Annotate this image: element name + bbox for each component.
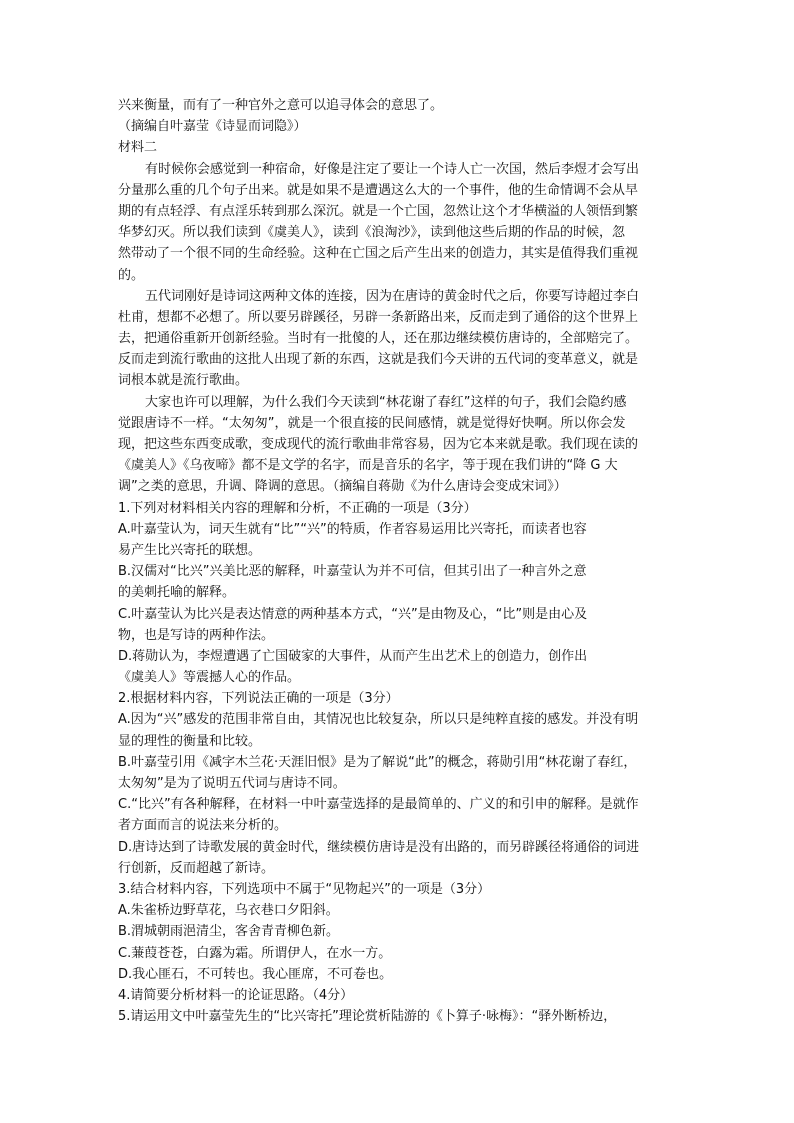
text-line: 调”之类的意思，升调、降调的意思。（摘编自蒋勋《为什么唐诗会变成宋词》）	[118, 479, 567, 495]
text-line: B.渭城朝雨浥清尘，客舍青青柳色新。	[118, 924, 340, 940]
text-line: 2.根据材料内容，下列说法正确的一项是（3分）	[118, 691, 399, 707]
text-line: C.“比兴”有各种解释，在材料一中叶嘉莹选择的是最简单的、广义的和引申的解释。是就作	[118, 797, 639, 813]
text-line: B.叶嘉莹引用《减字木兰花·天涯旧恨》是为了解说“此”的概念，蒋勋引用“林花谢了春红，	[118, 754, 637, 770]
text-line: 《虞美人》《乌夜啼》都不是文学的名字，而是音乐的名字，等于现在我们讲的“降 G 大	[118, 458, 618, 474]
text-line: 期的有点轻浮、有点淫乐转到那么深沉。就是一个亡国，忽然让这个才华横溢的人领悟到繁	[118, 203, 639, 219]
text-line: 然带动了一个很不同的生命经验。这种在亡国之后产生出来的创造力，其实是值得我们重视	[118, 246, 639, 262]
text-line: 现，把这些东西变成歌，变成现代的流行歌曲非常容易，因为它本来就是歌。我们现在读的	[118, 437, 639, 452]
text-line: 者方面而言的说法来分析的。	[118, 818, 288, 834]
text-line: A.叶嘉莹认为，词天生就有“比”“兴”的特质，作者容易运用比兴寄托，而读者也容	[118, 521, 587, 537]
text-line: 3.结合材料内容，下列选项中不属于“见物起兴”的一项是（3分）	[118, 881, 491, 897]
text-line: D.我心匪石，不可转也。我心匪席，不可卷也。	[118, 966, 393, 982]
text-line: 4.请简要分析材料一的论证思路。（4分）	[118, 987, 354, 1003]
text-line: D.唐诗达到了诗歌发展的黄金时代，继续模仿唐诗是没有出路的，而另辟蹊径将通俗的词进	[118, 839, 640, 855]
text-line: A.因为“兴”感发的范围非常自由，其情况也比较复杂，所以只是纯粹直接的感发。并没有明	[118, 712, 639, 728]
text-line: 词根本就是流行歌曲。	[118, 373, 249, 389]
text-line: 显的理性的衡量和比较。	[118, 733, 262, 749]
text-line: C.叶嘉莹认为比兴是表达情意的两种基本方式，“兴”是由物及心，“比”则是由心及	[118, 606, 588, 622]
text-line: 分量那么重的几个句子出来。就是如果不是遭遇这么大的一个事件，他的生命情调不会从早	[118, 182, 639, 198]
text-line: 五代词刚好是诗词这两种文体的连接，因为在唐诗的黄金时代之后，你要写诗超过李白	[145, 288, 640, 304]
text-line: 有时候你会感觉到一种宿命，好像是注定了要让一个诗人亡一次国，然后李煜才会写出	[145, 161, 640, 177]
document-page	[118, 95, 678, 1027]
text-line: 反而走到流行歌曲的这批人出现了新的东西，这就是我们今天讲的五代词的变革意义，就是	[118, 352, 639, 368]
text-line: 的。	[118, 267, 145, 283]
text-line: 杜甫，想都不必想了。所以要另辟蹊径，另辟一条新路出来，反而走到了通俗的这个世界上	[118, 309, 639, 325]
text-line: 的美刺托喻的解释。	[118, 585, 236, 601]
text-line: 兴来衡量，而有了一种官外之意可以追寻体会的意思了。	[118, 98, 444, 113]
text-line: 物，也是写诗的两种作法。	[118, 627, 275, 643]
text-line: 华梦幻灭。所以我们读到《虞美人》，读到《浪淘沙》，读到他这些后期的作品的时候，忽	[118, 225, 626, 241]
text-line: 5.请运用文中叶嘉莹先生的“比兴寄托”理论赏析陆游的《卜算子·咏梅》：“驿外断桥边，	[118, 1009, 617, 1025]
text-line: 行创新，反而超越了新诗。	[118, 860, 275, 876]
text-line: B.汉儒对“比兴”兴美比恶的解释，叶嘉莹认为并不可信，但其引出了一种言外之意	[118, 564, 587, 580]
text-line: C.蒹葭苍苍，白露为霜。所谓伊人，在水一方。	[118, 945, 392, 961]
text-line: 大家也许可以理解，为什么我们今天读到“林花谢了春红”这样的句子，我们会隐约感	[145, 394, 627, 410]
text-line: 去，把通俗重新开创新经验。当时有一批傻的人，还在那边继续模仿唐诗的，全部赔完了。	[118, 331, 639, 347]
text-line: 材料二	[118, 140, 158, 156]
text-line: （摘编自叶嘉莹《诗显而词隐》）	[118, 119, 307, 135]
text-line: 觉跟唐诗不一样。“太匆匆”，就是一个很直接的民间感情，就是觉得好快啊。所以你会发	[118, 415, 626, 431]
text-line: 《虞美人》等震撼人心的作品。	[118, 670, 301, 686]
text-line: 易产生比兴寄托的联想。	[118, 542, 262, 558]
text-line: A.朱雀桥边野草花，乌衣巷口夕阳斜。	[118, 903, 339, 919]
text-line: 1.下列对材料相关内容的理解和分析，不正确的一项是（3分）	[118, 500, 477, 516]
text-line: D.蒋勋认为，李煜遭遇了亡国破家的大事件，从而产生出艺术上的创造力，创作出	[118, 648, 588, 664]
text-line: 太匆匆”是为了说明五代词与唐诗不同。	[118, 776, 346, 791]
